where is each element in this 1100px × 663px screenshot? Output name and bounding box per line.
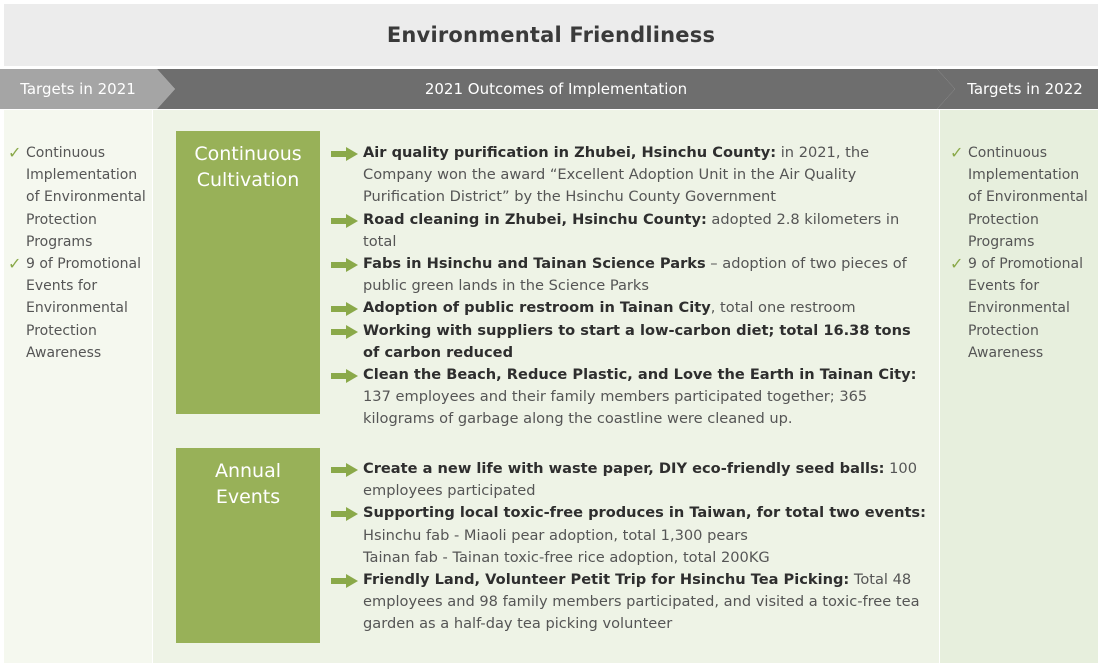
item-text: 100 employees participated (363, 460, 917, 500)
item-heading: Friendly Land, Volunteer Petit Trip for Hsinchu Tea Picking: (363, 571, 850, 589)
item-heading: Adoption of public restroom in Tainan City (363, 299, 711, 317)
header-band (0, 69, 1100, 109)
arrow-right-icon (331, 147, 358, 161)
annual-events-label-box (176, 448, 320, 643)
page-title-bar (4, 4, 1098, 66)
arrow-right-icon (331, 214, 358, 228)
continuous-label-line1: Continuous (194, 143, 302, 165)
targets-2021-list (8, 142, 150, 364)
targets-2022-column (940, 110, 1098, 663)
continuous-items-list (331, 142, 931, 431)
item-heading: Working with suppliers to start a low-carbon diet; total 16.38 tons of carbon reduced (363, 321, 911, 361)
item-subline: Hsinchu fab - Miaoli pear adoption, total 1,300 pears (363, 526, 748, 544)
arrow-right-icon (331, 507, 358, 521)
item-text: 137 employees and their family members participated together; 365 kilograms of garbage along the coastline were cleaned up. (363, 388, 868, 428)
annual-items-list (331, 458, 931, 636)
check-icon: ✓ (950, 143, 964, 162)
check-icon: ✓ (8, 143, 22, 162)
arrow-right-icon (331, 463, 358, 477)
target-text: 9 of Promotional Events for Environmental Protection Awareness (26, 256, 142, 361)
target-text: Continuous Implementation of Environmental Protection Programs (968, 145, 1088, 250)
list-item (331, 320, 931, 364)
item-heading: Clean the Beach, Reduce Plastic, and Love the Earth in Tainan City: (363, 366, 917, 384)
list-item (950, 253, 1096, 364)
arrow-right-icon (331, 258, 358, 272)
item-text: in 2021, the Company won the award “Excellent Adoption Unit in the Air Quality Purification District” by the Hsinchu County Government (363, 144, 870, 206)
target-text: 9 of Promotional Events for Environmental Protection Awareness (968, 256, 1084, 361)
item-heading: Create a new life with waste paper, DIY eco-friendly seed balls: (363, 460, 885, 477)
list-item (331, 458, 931, 502)
item-subline: Tainan fab - Tainan toxic-free rice adoption, total 200KG (363, 548, 770, 566)
list-item (331, 297, 931, 319)
list-item (331, 569, 931, 636)
list-item (950, 142, 1096, 253)
annual-label-line1: Annual (214, 460, 282, 482)
annual-label-line2: Events (215, 486, 281, 508)
list-item (8, 253, 150, 364)
check-icon: ✓ (950, 254, 964, 274)
arrow-right-icon (331, 369, 358, 383)
list-item (331, 142, 931, 209)
list-item (331, 209, 931, 253)
target-text: Continuous Implementation of Environmental Protection Programs (26, 145, 146, 250)
header-middle-label: 2021 Outcomes of Implementation (424, 80, 688, 98)
continuous-cultivation-label-box (176, 131, 320, 414)
continuous-label-line2: Cultivation (196, 169, 300, 191)
list-item (331, 364, 931, 431)
header-left-label: Targets in 2021 (20, 80, 136, 98)
list-item (331, 253, 931, 297)
item-heading: Supporting local toxic-free produces in Taiwan, for total two events: (363, 504, 926, 522)
check-icon: ✓ (8, 254, 22, 274)
item-heading: Road cleaning in Zhubei, Hsinchu County: (363, 210, 707, 228)
targets-2022-list (950, 142, 1096, 364)
targets-2021-column (4, 110, 152, 663)
arrow-right-icon (331, 325, 358, 339)
page-title: Environmental Friendliness (386, 23, 716, 47)
item-heading: Air quality purification in Zhubei, Hsinchu County: (363, 144, 777, 161)
list-item (8, 142, 150, 253)
item-text: – adoption of two pieces of public green lands in the Science Parks (363, 255, 907, 295)
header-right-label: Targets in 2022 (967, 80, 1083, 98)
item-heading: Fabs in Hsinchu and Tainan Science Parks (363, 255, 706, 273)
arrow-right-icon (331, 574, 358, 588)
item-text: Total 48 employees and 98 family members participated, and visited a toxic-free tea garden as a half-day tea picking volunteer (363, 571, 920, 633)
item-text: , total one restroom (710, 299, 856, 317)
arrow-right-icon (331, 302, 358, 316)
list-item (331, 502, 931, 569)
item-text: adopted 2.8 kilometers in total (363, 210, 900, 250)
